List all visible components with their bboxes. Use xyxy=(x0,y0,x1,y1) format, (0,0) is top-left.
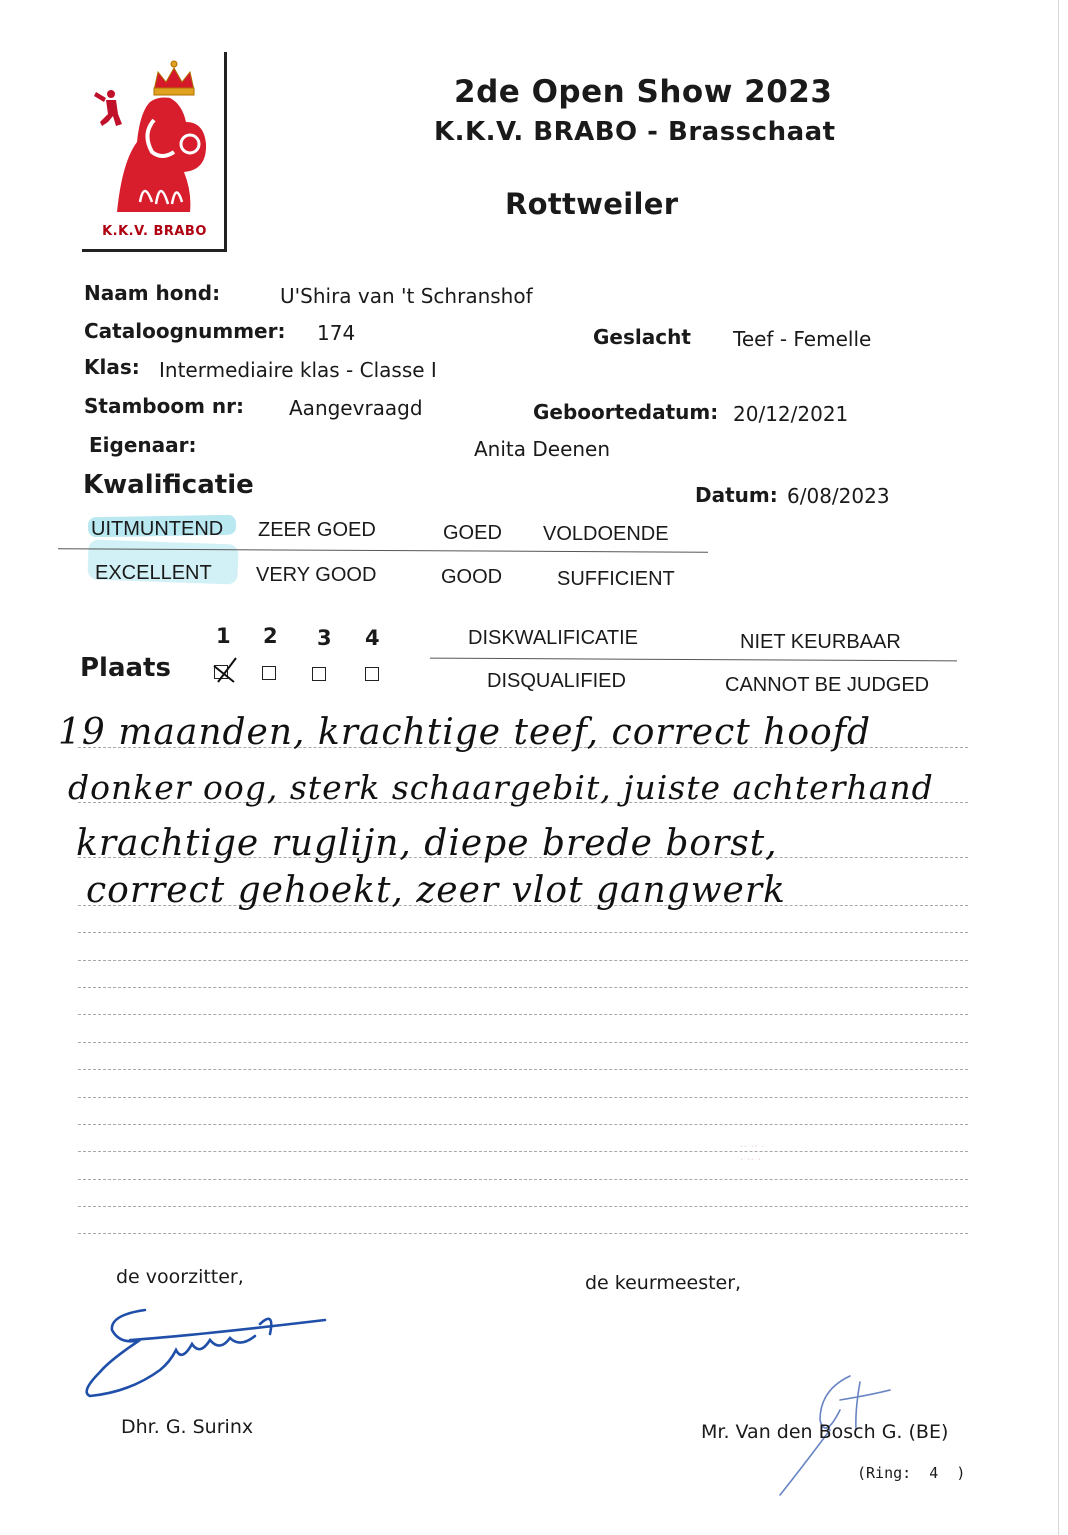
place-number-2: 2 xyxy=(263,624,278,648)
writing-line xyxy=(78,1151,968,1152)
sex-label: Geslacht xyxy=(593,325,691,349)
breed-name: Rottweiler xyxy=(505,187,679,221)
class-label: Klas: xyxy=(84,355,140,379)
logo-caption: K.K.V. BRABO xyxy=(102,224,207,239)
report-line-3: krachtige ruglijn, diepe brede borst, xyxy=(76,823,778,864)
birthdate-value: 20/12/2021 xyxy=(733,402,849,426)
place-number-4: 4 xyxy=(365,626,380,650)
report-line-4: correct gehoekt, zeer vlot gangwerk xyxy=(86,870,786,911)
chair-signature xyxy=(70,1300,340,1405)
place-checkbox-2[interactable] xyxy=(262,666,276,680)
qual-nl-voldoende: VOLDOENDE xyxy=(543,523,669,545)
disq-nl: DISKWALIFICATIE xyxy=(468,627,639,649)
report-line-2: donker oog, sterk schaargebit, juiste achterhand xyxy=(68,768,934,807)
club-name: K.K.V. BRABO - Brasschaat xyxy=(434,117,836,147)
placement-divider xyxy=(430,658,957,662)
qual-en-excellent: EXCELLENT xyxy=(95,562,212,584)
qual-nl-goed: GOED xyxy=(443,522,502,544)
not-judgeable-nl: NIET KEURBAAR xyxy=(740,631,901,653)
owner-value: Anita Deenen xyxy=(474,437,611,461)
writing-line xyxy=(78,960,968,961)
sex-value: Teef - Femelle xyxy=(733,327,872,351)
qualification-heading: Kwalificatie xyxy=(83,470,254,500)
writing-line xyxy=(78,1233,968,1234)
date-label: Datum: xyxy=(695,483,778,507)
check-cross-icon xyxy=(208,652,242,686)
chair-name: Dhr. G. Surinx xyxy=(121,1416,254,1438)
page-edge xyxy=(1058,0,1059,1535)
class-value: Intermediaire klas - Classe I xyxy=(159,358,437,382)
catalog-value: 174 xyxy=(317,321,356,345)
show-title: 2de Open Show 2023 xyxy=(454,74,833,110)
judge-name: Mr. Van den Bosch G. (BE) xyxy=(701,1421,949,1443)
place-number-3: 3 xyxy=(317,626,332,650)
writing-line xyxy=(78,1042,968,1043)
writing-line xyxy=(78,932,968,933)
placement-heading: Plaats xyxy=(80,653,171,683)
owner-label: Eigenaar: xyxy=(89,433,197,457)
catalog-label: Cataloognummer: xyxy=(84,319,286,343)
chair-label: de voorzitter, xyxy=(116,1266,244,1288)
writing-line xyxy=(78,1097,968,1098)
qual-en-sufficient: SUFFICIENT xyxy=(557,568,675,590)
qual-nl-zeer-goed: ZEER GOED xyxy=(258,519,376,541)
writing-line xyxy=(78,987,968,988)
dog-name-value: U'Shira van 't Schranshof xyxy=(280,284,533,308)
writing-line xyxy=(78,1014,968,1015)
writing-line xyxy=(78,1124,968,1125)
writing-line xyxy=(78,1206,968,1207)
qual-en-good: GOOD xyxy=(441,566,503,588)
disq-en: DISQUALIFIED xyxy=(487,670,626,692)
writing-line xyxy=(78,1069,968,1070)
brabo-emblem xyxy=(82,52,227,252)
place-checkbox-4[interactable] xyxy=(365,667,379,681)
writing-line xyxy=(78,1179,968,1180)
qual-nl-uitmuntend: UITMUNTEND xyxy=(91,518,224,540)
not-judgeable-en: CANNOT BE JUDGED xyxy=(725,674,930,696)
pedigree-label: Stamboom nr: xyxy=(84,394,244,418)
judge-label: de keurmeester, xyxy=(585,1272,742,1294)
dog-name-label: Naam hond: xyxy=(84,281,221,305)
report-line-1: 19 maanden, krachtige teef, correct hoofd xyxy=(58,712,872,753)
faint-stamp-mark: ·· ·· · · ·· · xyxy=(740,1140,765,1166)
place-number-1: 1 xyxy=(216,624,231,648)
qual-en-very-good: VERY GOOD xyxy=(256,564,377,586)
ring-number: (Ring: 4 ) xyxy=(857,1464,966,1482)
club-logo xyxy=(82,52,227,252)
place-checkbox-3[interactable] xyxy=(312,667,326,681)
date-value: 6/08/2023 xyxy=(787,484,890,508)
birthdate-label: Geboortedatum: xyxy=(533,400,719,424)
pedigree-value: Aangevraagd xyxy=(289,396,423,420)
